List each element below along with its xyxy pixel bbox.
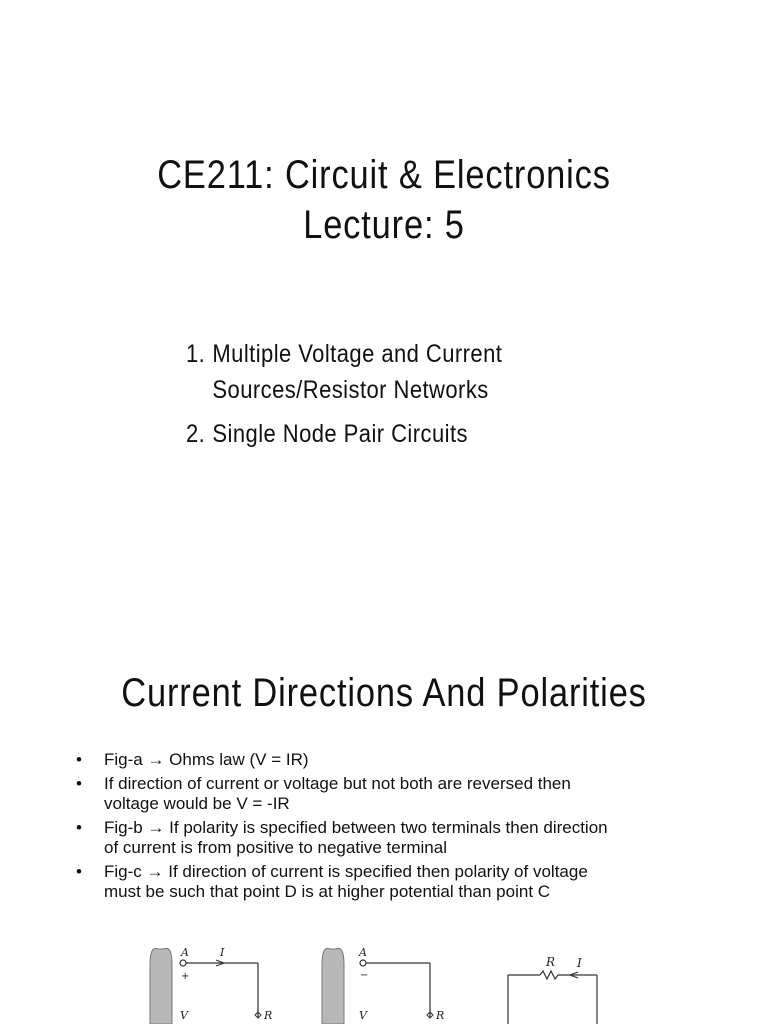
- topic-text: Multiple Voltage and Current: [212, 340, 503, 368]
- resistor-icon: [540, 971, 558, 979]
- voltage-source-shape: [322, 948, 344, 1024]
- bullet-item: [76, 862, 726, 902]
- voltage-source-shape: [150, 948, 172, 1024]
- bullet-dot: •: [76, 774, 82, 793]
- course-title: CE211: Circuit & Electronics: [157, 153, 611, 197]
- bullet-item: [76, 750, 726, 770]
- voltage-label: V: [180, 1009, 188, 1022]
- bullet-item: [76, 818, 726, 858]
- current-label: I: [577, 956, 582, 970]
- voltage-label: V: [359, 1009, 367, 1022]
- resistor-label: R: [264, 1009, 273, 1022]
- polarity-label: +: [181, 971, 190, 982]
- topics-list: [186, 336, 502, 452]
- terminal-node: [360, 960, 366, 966]
- figure-a: [150, 946, 272, 1024]
- topic-item-2: [186, 416, 502, 452]
- node-label: A: [359, 946, 367, 959]
- bullet-dot: •: [76, 750, 82, 769]
- bullet-dot: •: [76, 862, 82, 881]
- topic-number: 2.: [186, 420, 206, 448]
- node-label: A: [181, 946, 189, 959]
- figure-c: [508, 955, 597, 1024]
- topic-item-1: [186, 336, 502, 408]
- circuit-figures: [0, 945, 768, 1024]
- resistor-label: R: [546, 955, 556, 969]
- bullet-text-continued: must be such that point D is at higher potential than point C: [104, 882, 551, 901]
- bullet-text-continued: of current is from positive to negative terminal: [104, 838, 447, 857]
- bullet-list: [76, 750, 726, 906]
- polarity-label: −: [360, 970, 369, 981]
- topic-text: Single Node Pair Circuits: [212, 420, 468, 448]
- bullet-item: [76, 774, 726, 814]
- slide-current-directions: [0, 640, 768, 1024]
- bullet-text: Fig-b → If polarity is specified between two terminals then direction: [104, 818, 608, 837]
- bullet-text: Fig-c → If direction of current is specified then polarity of voltage: [104, 862, 588, 881]
- figure-b: [322, 946, 444, 1024]
- current-label: I: [220, 946, 225, 959]
- resistor-label: R: [436, 1009, 445, 1022]
- slide-heading: Current Directions And Polarities: [121, 671, 647, 715]
- bullet-text-continued: voltage would be V = -IR: [104, 794, 290, 813]
- bullet-text: If direction of current or voltage but not both are reversed then: [104, 774, 571, 793]
- topic-text-continued: Sources/Resistor Networks: [212, 376, 489, 404]
- lecture-title: [54, 150, 714, 250]
- bullet-text: Fig-a → Ohms law (V = IR): [104, 750, 309, 769]
- topic-number: 1.: [186, 340, 206, 368]
- bullet-dot: •: [76, 818, 82, 837]
- terminal-node: [180, 960, 186, 966]
- lecture-number: Lecture: 5: [303, 203, 465, 247]
